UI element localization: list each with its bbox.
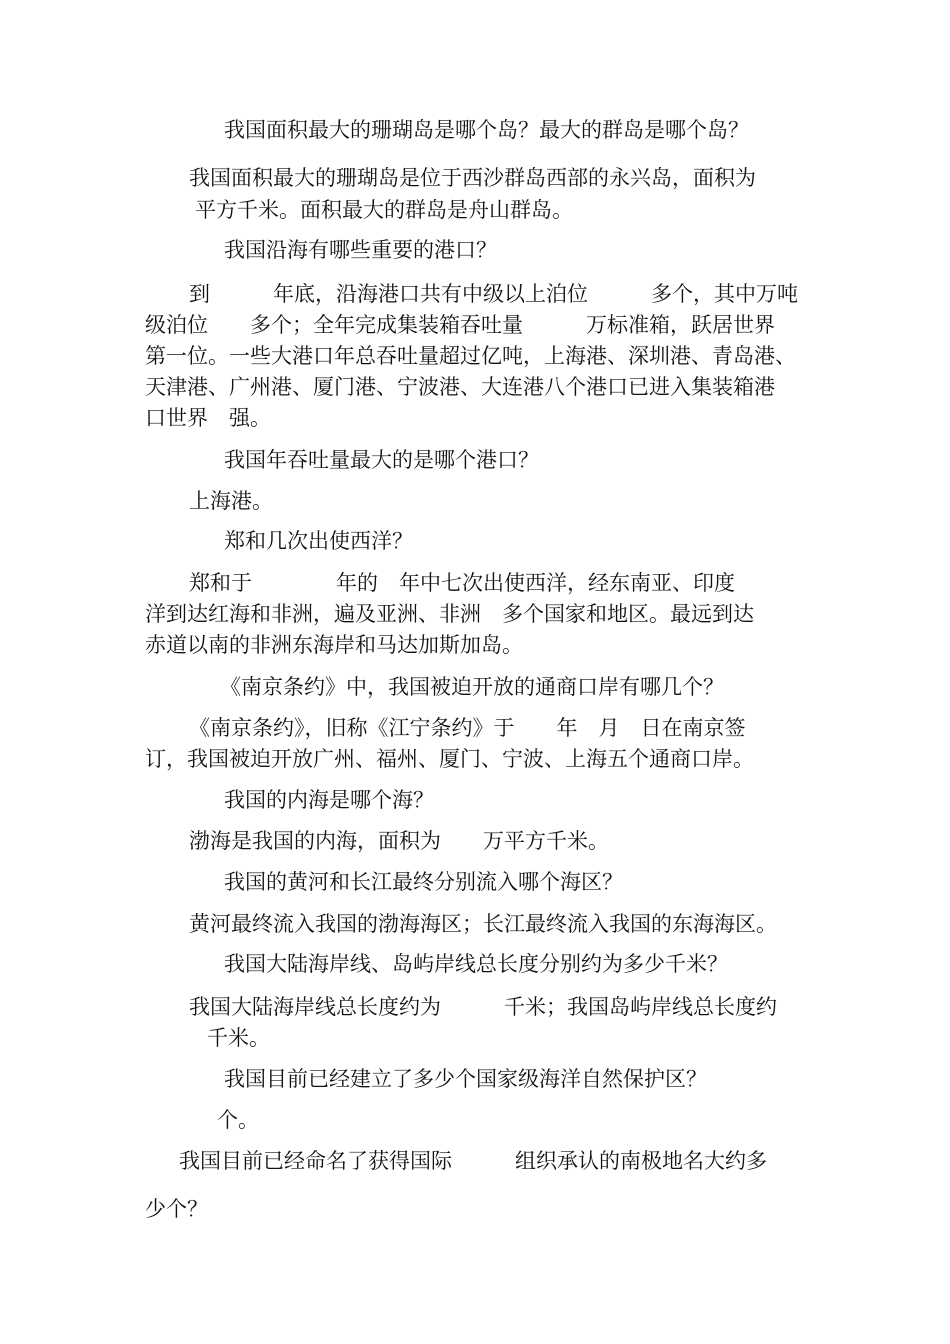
answer-line: 洋到达红海和非洲，遍及亚洲、非洲 多个国家和地区。最远到达	[145, 602, 754, 626]
answer-line: 到 年底，沿海港口共有中级以上泊位 多个，其中万吨	[189, 282, 798, 306]
question-reserves: 我国目前已经建立了多少个国家级海洋自然保护区？	[224, 1067, 707, 1091]
answer-line: 《南京条约》，旧称《江宁条约》于 年 月 日在南京签	[189, 716, 746, 740]
answer-line: 黄河最终流入我国的渤海海区；长江最终流入我国的东海海区。	[189, 912, 777, 936]
answer-line: 千米。	[207, 1026, 270, 1050]
question-zheng-he: 郑和几次出使西洋？	[224, 529, 413, 553]
question-antarctic-names: 我国目前已经命名了获得国际 组织承认的南极地名大约多	[179, 1149, 767, 1173]
question-ports: 我国沿海有哪些重要的港口？	[224, 238, 497, 262]
question-antarctic-names-cont: 少个？	[145, 1197, 208, 1221]
answer-line: 口世界 强。	[145, 406, 271, 430]
question-coral-island: 我国面积最大的珊瑚岛是哪个岛？最大的群岛是哪个岛？	[224, 118, 749, 142]
answer-line: 赤道以南的非洲东海岸和马达加斯加岛。	[145, 633, 523, 657]
question-nanjing-treaty: 《南京条约》中，我国被迫开放的通商口岸有哪几个？	[220, 675, 724, 699]
question-rivers: 我国的黄河和长江最终分别流入哪个海区？	[224, 870, 623, 894]
answer-line: 天津港、广州港、厦门港、宁波港、大连港八个港口已进入集装箱港	[145, 375, 775, 399]
answer-line: 第一位。一些大港口年总吞吐量超过亿吨，上海港、深圳港、青岛港、	[145, 344, 796, 368]
answer-line: 郑和于 年的 年中七次出使西洋，经东南亚、印度	[189, 571, 735, 595]
answer-line: 我国大陆海岸线总长度约为 千米；我国岛屿岸线总长度约	[189, 995, 777, 1019]
question-largest-port: 我国年吞吐量最大的是哪个港口？	[224, 448, 539, 472]
answer-line: 个。	[217, 1108, 259, 1132]
answer-line: 订，我国被迫开放广州、福州、厦门、宁波、上海五个通商口岸。	[145, 747, 754, 771]
answer-line: 渤海是我国的内海，面积为 万平方千米。	[189, 829, 609, 853]
answer-line: 我国面积最大的珊瑚岛是位于西沙群岛西部的永兴岛，面积为	[189, 166, 756, 190]
question-coastline: 我国大陆海岸线、岛屿岸线总长度分别约为多少千米？	[224, 952, 728, 976]
question-inland-sea: 我国的内海是哪个海？	[224, 788, 434, 812]
answer-line: 级泊位 多个；全年完成集装箱吞吐量 万标准箱，跃居世界	[145, 313, 775, 337]
answer-line: 平方千米。面积最大的群岛是舟山群岛。	[195, 198, 573, 222]
answer-line: 上海港。	[189, 489, 273, 513]
